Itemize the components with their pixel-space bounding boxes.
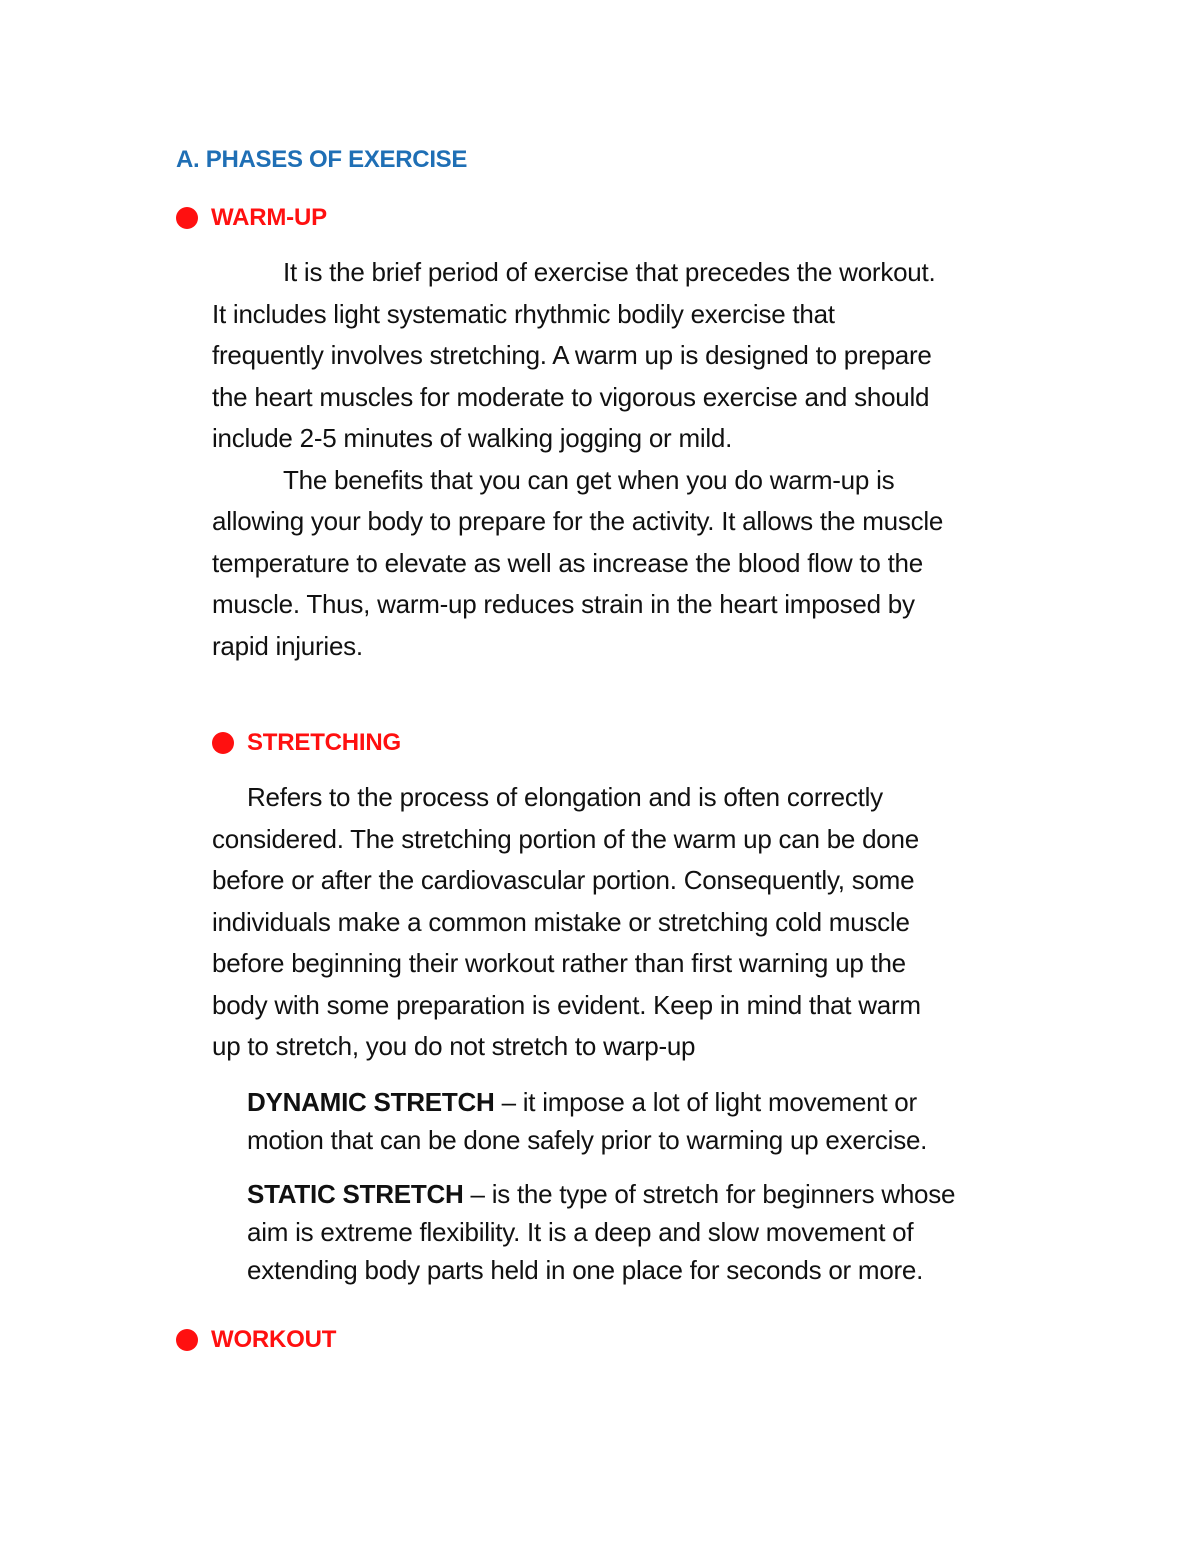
- text-line: considered. The stretching portion of the warm up can be done: [212, 823, 919, 854]
- bullet-icon: [212, 732, 234, 754]
- term-dynamic-stretch: DYNAMIC STRETCH: [247, 1087, 495, 1117]
- text-line: The benefits that you can get when you do warm-up is: [283, 464, 895, 495]
- warmup-heading: [176, 204, 327, 232]
- text-line: extending body parts held in one place for seconds or more.: [247, 1255, 924, 1285]
- text-line: Refers to the process of elongation and is often correctly: [247, 782, 883, 812]
- text-line: up to stretch, you do not stretch to warp-up: [212, 1031, 696, 1061]
- section-title: A. PHASES OF EXERCISE: [176, 146, 468, 173]
- dynamic-stretch-definition: [247, 1083, 927, 1159]
- workout-heading: [176, 1326, 336, 1354]
- text-line: [247, 1083, 927, 1121]
- text-line: frequently involves stretching. A warm up is designed to prepare: [212, 340, 932, 370]
- text-line: temperature to elevate as well as increase the blood flow to the: [212, 547, 923, 578]
- bullet-icon: [176, 207, 198, 229]
- stretching-heading-text: STRETCHING: [247, 729, 402, 756]
- static-stretch-definition: [247, 1175, 955, 1289]
- term-static-stretch: STATIC STRETCH: [247, 1179, 464, 1209]
- text-line: It is the brief period of exercise that precedes the workout.: [283, 257, 936, 287]
- text-line: [247, 1175, 955, 1213]
- text-line: individuals make a common mistake or stretching cold muscle: [212, 906, 910, 937]
- text-line: before or after the cardiovascular portion. Consequently, some: [212, 865, 915, 895]
- definition-text: – it impose a lot of light movement or: [494, 1087, 917, 1117]
- text-line: It includes light systematic rhythmic bodily exercise that: [212, 298, 835, 329]
- stretching-heading: [212, 729, 401, 757]
- workout-heading-text: WORKOUT: [211, 1326, 337, 1353]
- text-line: muscle. Thus, warm-up reduces strain in the heart imposed by: [212, 589, 915, 619]
- text-line: body with some preparation is evident. Keep in mind that warm: [212, 989, 921, 1020]
- definition-text: – is the type of stretch for beginners whose: [463, 1179, 956, 1209]
- text-line: rapid injuries.: [212, 630, 363, 661]
- stretching-paragraph: [212, 777, 921, 1068]
- text-line: motion that can be done safely prior to warming up exercise.: [247, 1125, 928, 1155]
- text-line: before beginning their workout rather than first warning up the: [212, 948, 906, 978]
- warmup-paragraph-1: [212, 252, 943, 667]
- text-line: aim is extreme flexibility. It is a deep and slow movement of: [247, 1217, 914, 1247]
- text-line: include 2-5 minutes of walking jogging or mild.: [212, 423, 733, 453]
- text-line: the heart muscles for moderate to vigorous exercise and should: [212, 381, 930, 412]
- text-line: allowing your body to prepare for the activity. It allows the muscle: [212, 506, 944, 536]
- bullet-icon: [176, 1329, 198, 1351]
- warmup-heading-text: WARM-UP: [211, 204, 327, 231]
